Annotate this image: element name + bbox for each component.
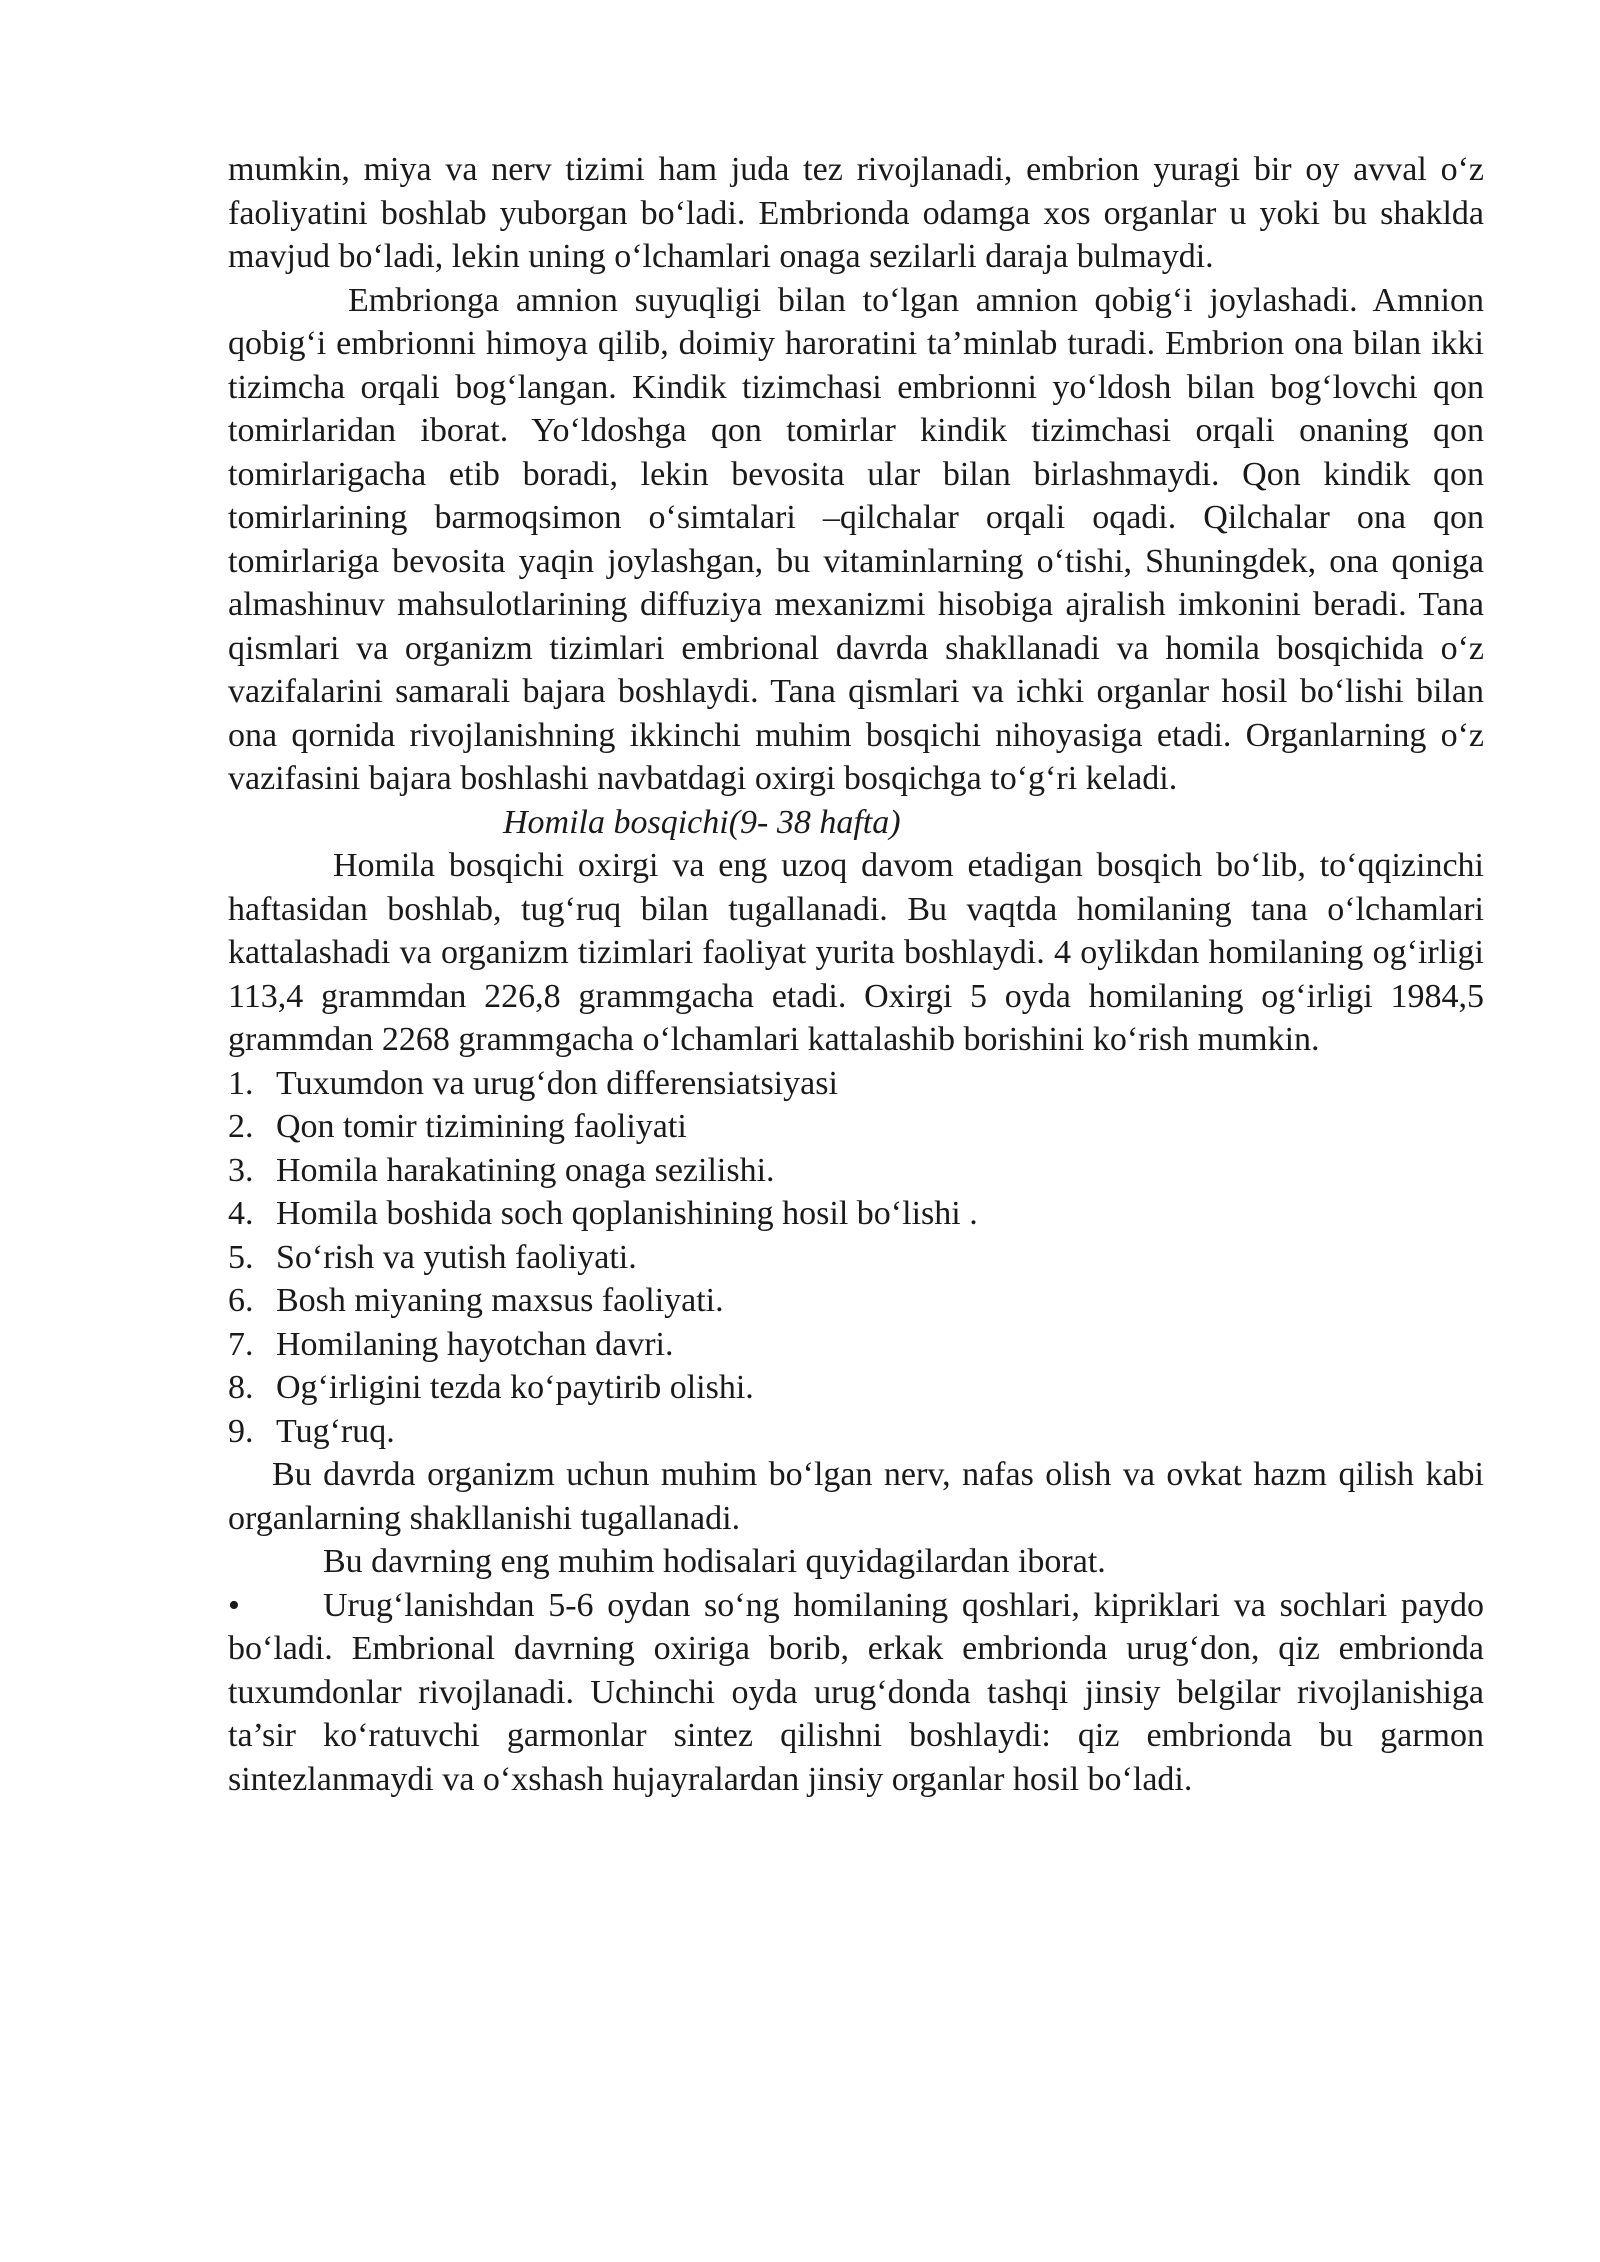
paragraph-key-events: Bu davrning eng muhim hodisalari quyidagilardan iborat. — [323, 1543, 1106, 1580]
list-item-text: So‘rish va yutish faoliyati. — [276, 1238, 637, 1276]
list-item-text: Homilaning hayotchan davri. — [276, 1325, 674, 1363]
list-item-text: Bosh miyaning maxsus faoliyati. — [276, 1282, 724, 1319]
bullet-paragraph-text: Urug‘lanishdan 5-6 oydan so‘ng homilaning qoshlari, kipriklari va sochlari paydo bo‘ladi. Embrional davrning oxiriga borib, erkak embrionda urug‘don, qiz embrionda tuxumdonlar rivojlanadi. Uchinchi oyda urug‘donda tashqi jinsiy belgilar rivojlanishiga ta’sir ko‘ratuvchi garmonlar sintez qilishni boshlaydi: qiz embrionda bu garmon sintezlanmaydi va o‘xshash hujayralardan jinsiy organlar hosil bo‘ladi. — [228, 1586, 1484, 1798]
list-item — [228, 1279, 1484, 1323]
bullet-icon: • — [228, 1586, 240, 1624]
list-item-text: Homila boshida soch qoplanishining hosil bo‘lishi . — [276, 1195, 978, 1232]
list-item — [228, 1062, 1484, 1106]
list-item-number: 3. — [228, 1151, 254, 1189]
paragraph-embryo-development: mumkin, miya va nerv tizimi ham juda tez rivojlanadi, embrion yuragi bir oy avval o‘z faoliyatini boshlab yuborgan bo‘ladi. Embrionda odamga xos organlar u yoki bu shaklda mavjud bo‘ladi, lekin uning o‘lchamlari onaga sezilarli daraja bulmaydi. — [228, 151, 1484, 275]
list-item — [228, 1366, 1484, 1410]
list-item-number: 7. — [228, 1325, 254, 1363]
list-item-number: 8. — [228, 1369, 254, 1406]
paragraph-organ-formation: Bu davrda organizm uchun muhim bo‘lgan nerv, nafas olish va ovkat hazm qilish kabi organlarning shakllanishi tugallanadi. — [228, 1456, 1484, 1537]
list-item — [228, 1105, 1484, 1149]
list-item-number: 1. — [228, 1064, 254, 1102]
list-item-text: Qon tomir tizimining faoliyati — [276, 1108, 687, 1145]
list-item — [228, 1192, 1484, 1236]
list-item — [228, 1410, 1484, 1454]
paragraph-fetal-stage: Homila bosqichi oxirgi va eng uzoq davom etadigan bosqich bo‘lib, to‘qqizinchi haftasidan boshlab, tug‘ruq bilan tugallanadi. Bu vaqtda homilaning tana o‘lchamlari kattalashadi va organizm tizimlari faoliyat yurita boshlaydi. 4 oylikdan homilaning og‘irligi 113,4 grammdan 226,8 grammgacha etadi. Oxirgi 5 oyda homilaning og‘irligi 1984,5 grammdan 2268 grammgacha o‘lchamlari kattalashib borishini ko‘rish mumkin. — [228, 847, 1484, 1058]
list-item-text: Tuxumdon va urug‘don differensiatsiyasi — [276, 1064, 838, 1102]
list-item-number: 4. — [228, 1195, 254, 1232]
list-item-text: Homila harakatining onaga sezilishi. — [276, 1151, 775, 1189]
bullet-paragraph — [228, 1584, 1484, 1802]
list-item — [228, 1323, 1484, 1367]
list-item-text: Og‘irligini tezda ko‘paytirib olishi. — [276, 1369, 754, 1406]
list-item — [228, 1149, 1484, 1193]
section-heading: Homila bosqichi(9- 38 hafta) — [503, 803, 901, 841]
list-item-number: 5. — [228, 1238, 254, 1276]
list-item — [228, 1236, 1484, 1280]
list-item-number: 2. — [228, 1108, 254, 1145]
list-item-number: 9. — [228, 1412, 254, 1450]
fetal-stage-list — [228, 1062, 1484, 1454]
paragraph-amnion: Embrionga amnion suyuqligi bilan to‘lgan amnion qobig‘i joylashadi. Amnion qobig‘i embrionni himoya qilib, doimiy haroratini ta’minlab turadi. Embrion ona bilan ikki tizimcha orqali bog‘langan. Kindik tizimchasi embrionni yo‘ldosh bilan bog‘lovchi qon tomirlaridan iborat. Yo‘ldoshga qon tomirlar kindik tizimchasi orqali onaning qon tomirlarigacha etib boradi, lekin bevosita ular bilan birlashmaydi. Qon kindik qon tomirlarining barmoqsimon o‘simtalari –qilchalar orqali oqadi. Qilchalar ona qon tomirlariga bevosita yaqin joylashgan, bu vitaminlarning o‘tishi, Shuningdek, ona qoniga almashinuv mahsulotlarining diffuziya mexanizmi hisobiga ajralish imkonini beradi. Tana qismlari va organizm tizimlari embrional davrda shakllanadi va homila bosqichida o‘z vazifalarini samarali bajara boshlaydi. Tana qismlari va ichki organlar hosil bo‘lishi bilan ona qornida rivojlanishning ikkinchi muhim bosqichi nihoyasiga etadi. Organlarning o‘z vazifasini bajara boshlashi navbatdagi oxirgi bosqichga to‘g‘ri keladi. — [228, 281, 1484, 797]
document-page — [228, 148, 1484, 1801]
list-item-text: Tug‘ruq. — [276, 1412, 395, 1450]
list-item-number: 6. — [228, 1282, 254, 1319]
